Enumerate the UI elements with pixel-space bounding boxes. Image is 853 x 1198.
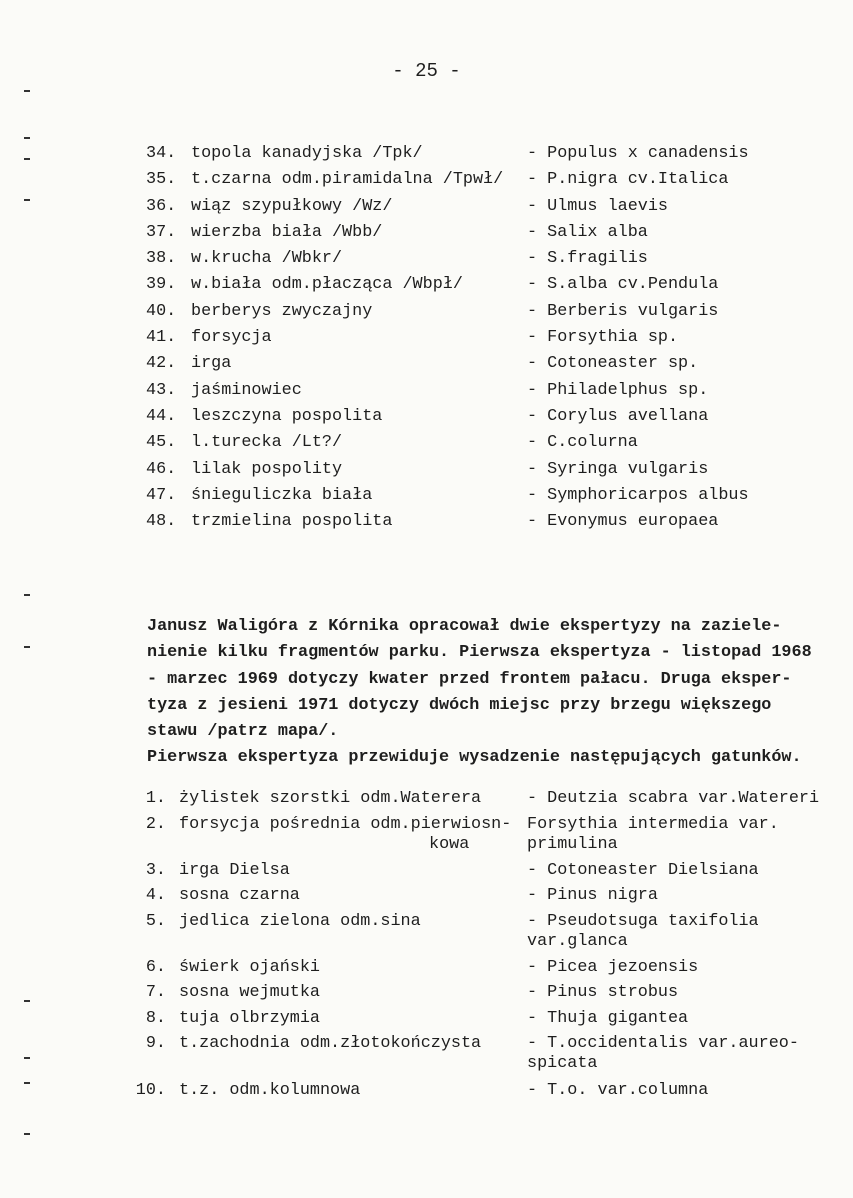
polish-name: leszczyna pospolita [191, 406, 383, 426]
item-number: 9. [145, 1034, 166, 1053]
latin-name-continuation: var.glanca [527, 932, 628, 951]
latin-name: - Berberis vulgaris [527, 301, 719, 321]
polish-name: t.z. odm.kolumnowa [179, 1081, 361, 1100]
margin-mark [24, 158, 30, 160]
latin-name: - Forsythia sp. [527, 328, 679, 348]
latin-name: - Evonymus europaea [527, 512, 719, 532]
margin-mark [24, 199, 30, 201]
list-item [146, 325, 786, 351]
list-item [146, 983, 846, 1009]
item-number: 7. [145, 983, 166, 1002]
margin-mark [24, 646, 30, 648]
margin-mark [24, 1082, 30, 1084]
margin-mark [24, 594, 30, 596]
list-item [146, 404, 786, 430]
item-number: 46. [146, 459, 177, 479]
polish-name: lilak pospolity [191, 459, 343, 479]
latin-name: - Pseudotsuga taxifolia var.glanca [527, 912, 759, 951]
species-list-b [135, 789, 846, 1107]
item-number: 43. [146, 380, 177, 400]
latin-name: - T.o. var.columna [527, 1081, 709, 1100]
item-number: 47. [146, 485, 177, 505]
page-number: - 25 - [392, 60, 461, 82]
margin-mark [24, 1057, 30, 1059]
item-number: 44. [146, 406, 177, 426]
polish-name: forsycja pośrednia odm.pierwiosn- kowa [179, 815, 512, 854]
paragraph-line: tyza z jesieni 1971 dotyczy dwóch miejsc przy brzegu większego [147, 695, 772, 715]
item-number: 48. [146, 512, 177, 532]
latin-name: - Cotoneaster Dielsiana [527, 861, 759, 880]
list-item [146, 509, 786, 535]
item-number: 1. [145, 789, 166, 808]
list-item [146, 457, 786, 483]
polish-name: irga [191, 354, 232, 374]
list-item [146, 378, 786, 404]
list-item [146, 194, 786, 220]
item-number: 37. [146, 222, 177, 242]
polish-name: forsycja [191, 328, 272, 348]
margin-mark [24, 137, 30, 139]
latin-name: - Deutzia scabra var.Watereri [527, 789, 820, 808]
polish-name: jaśminowiec [191, 380, 302, 400]
list-item [146, 430, 786, 456]
polish-name: śnieguliczka biała [191, 485, 373, 505]
polish-name: irga Dielsa [179, 861, 290, 880]
item-number: 45. [146, 433, 177, 453]
polish-name: wiąz szypułkowy /Wz/ [191, 196, 393, 216]
margin-mark [24, 1000, 30, 1002]
polish-name: t.zachodnia odm.złotokończysta [179, 1034, 482, 1053]
paragraph-line: Janusz Waligóra z Kórnika opracował dwie ekspertyzy na zaziele- [147, 617, 782, 636]
latin-name: - Pinus nigra [527, 886, 658, 905]
list-item [146, 1009, 846, 1034]
list-item [146, 246, 786, 272]
latin-name: - Ulmus laevis [527, 196, 668, 216]
polish-name: t.czarna odm.piramidalna /Tpwł/ [191, 170, 504, 190]
latin-name: - Syringa vulgaris [527, 459, 709, 479]
polish-name: w.krucha /Wbkr/ [191, 249, 343, 269]
latin-name: - Salix alba [527, 222, 648, 242]
list-item [146, 912, 846, 958]
latin-name: - Corylus avellana [527, 406, 709, 426]
latin-name: - Populus x canadensis [527, 144, 749, 163]
polish-name: sosna wejmutka [179, 983, 320, 1002]
item-number: 8. [145, 1009, 166, 1028]
latin-name: - Thuja gigantea [527, 1009, 689, 1028]
paragraph-line: Pierwsza ekspertyza przewiduje wysadzenie następujących gatunków. [147, 748, 802, 768]
list-item [146, 167, 786, 193]
item-number: 42. [146, 354, 177, 374]
latin-name: - S.fragilis [527, 249, 648, 269]
item-number: 10. [135, 1081, 166, 1100]
polish-name: wierzba biała /Wbb/ [191, 222, 383, 242]
polish-name: berberys zwyczajny [191, 301, 373, 321]
list-item [146, 958, 846, 983]
latin-name: - Picea jezoensis [527, 958, 699, 977]
item-number: 39. [146, 275, 177, 295]
polish-name: świerk ojański [179, 958, 320, 977]
latin-name: - Symphoricarpos albus [527, 485, 749, 505]
polish-name: jedlica zielona odm.sina [179, 912, 421, 931]
margin-mark [24, 90, 30, 92]
latin-name: - S.alba cv.Pendula [527, 275, 719, 295]
polish-name: trzmielina pospolita [191, 512, 393, 532]
item-number: 38. [146, 249, 177, 269]
paragraph-line: nienie kilku fragmentów parku. Pierwsza ekspertyza - listopad 1968 [147, 643, 812, 663]
latin-name-continuation: spicata [527, 1054, 598, 1073]
expertise-paragraph [147, 614, 847, 772]
list-item [146, 141, 786, 167]
list-item [146, 815, 846, 861]
latin-name: - Philadelphus sp. [527, 380, 709, 400]
item-number: 2. [145, 815, 166, 834]
item-number: 34. [146, 144, 177, 163]
list-item [146, 789, 846, 815]
list-item [146, 220, 786, 246]
item-number: 6. [145, 958, 166, 977]
list-item [146, 886, 846, 912]
list-item [146, 483, 786, 509]
polish-name: l.turecka /Lt?/ [191, 433, 343, 453]
latin-name-continuation: primulina [527, 835, 618, 854]
list-item [146, 1034, 846, 1081]
polish-name: żylistek szorstki odm.Waterera [179, 789, 482, 808]
list-item [146, 861, 846, 886]
margin-mark [24, 1133, 30, 1135]
latin-name: - C.colurna [527, 433, 638, 453]
polish-name: sosna czarna [179, 886, 300, 905]
latin-name: - Pinus strobus [527, 983, 679, 1002]
polish-name-continuation: kowa [429, 835, 470, 854]
latin-name: - P.nigra cv.Italica [527, 170, 729, 190]
latin-name: Forsythia intermedia var. primulina [527, 815, 779, 854]
polish-name: tuja olbrzymia [179, 1009, 320, 1028]
polish-name: topola kanadyjska /Tpk/ [191, 144, 423, 163]
latin-name: - T.occidentalis var.aureo- spicata [527, 1034, 799, 1073]
species-list-a [146, 141, 786, 535]
item-number: 3. [145, 861, 166, 880]
latin-name: - Cotoneaster sp. [527, 354, 699, 374]
list-item [146, 299, 786, 325]
paragraph-line: stawu /patrz mapa/. [147, 722, 339, 742]
list-item [146, 272, 786, 298]
item-number: 41. [146, 328, 177, 348]
polish-name: w.biała odm.płacząca /Wbpł/ [191, 275, 463, 295]
list-item [135, 1081, 846, 1107]
list-item [146, 351, 786, 377]
item-number: 4. [145, 886, 166, 905]
item-number: 40. [146, 301, 177, 321]
item-number: 5. [145, 912, 166, 931]
item-number: 36. [146, 196, 177, 216]
paragraph-line: - marzec 1969 dotyczy kwater przed frontem pałacu. Druga eksper- [147, 669, 792, 689]
item-number: 35. [146, 170, 177, 190]
